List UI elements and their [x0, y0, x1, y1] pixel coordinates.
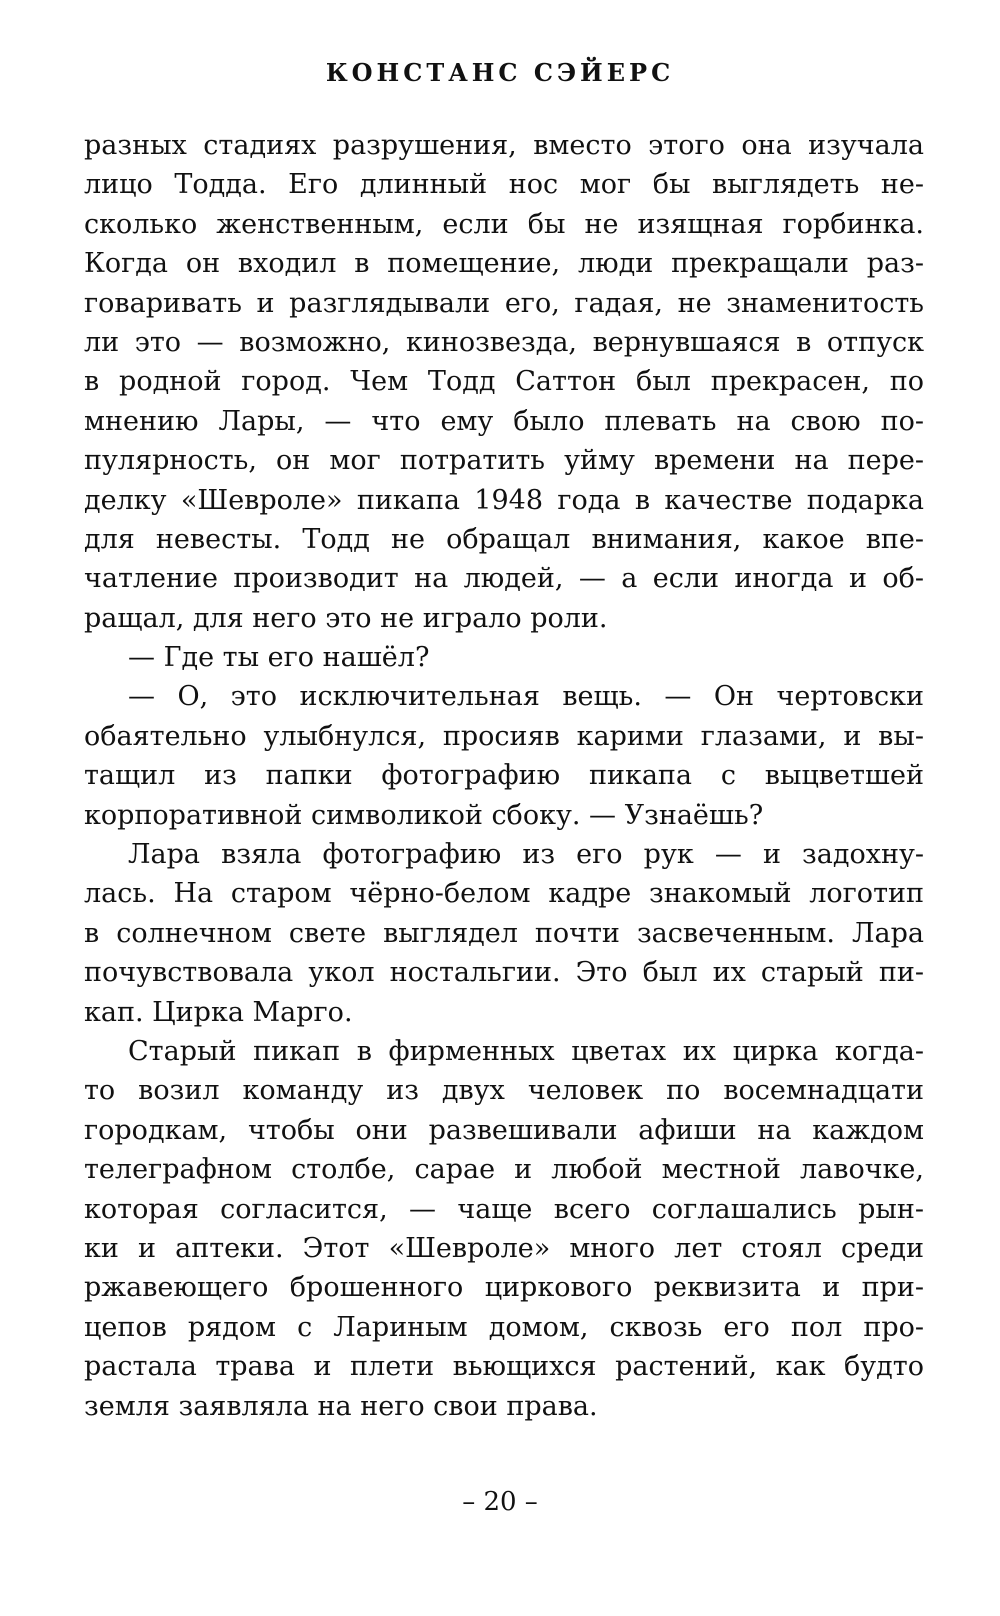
text-line: обаятельно улыбнулся, просияв карими глазами, и вы-: [84, 720, 924, 752]
text-line: сколько женственным, если бы не изящная горбинка.: [84, 208, 924, 240]
text-line: корпоративной символикой сбоку. — Узнаёшь?: [84, 799, 764, 831]
text-line: то возил команду из двух человек по восемнадцати: [84, 1075, 924, 1107]
text-line: ржавеющего брошенного циркового реквизита и при-: [84, 1272, 924, 1304]
text-line: для невесты. Тодд не обращал внимания, какое впе-: [84, 523, 924, 555]
text-line: Старый пикап в фирменных цветах их цирка когда-: [128, 1035, 924, 1067]
text-line: делку «Шевроле» пикапа 1948 года в качестве подарка: [84, 484, 924, 516]
running-header: КОНСТАНС СЭЙЕРС: [325, 58, 675, 87]
text-line: земля заявляла на него свои права.: [84, 1390, 598, 1422]
text-line: которая согласится, — чаще всего соглашались рын-: [84, 1193, 924, 1225]
text-line: пулярность, он мог потратить уйму времени на пере-: [84, 445, 924, 477]
dialogue-line: — Где ты его нашёл?: [128, 642, 430, 674]
text-line: мнению Лары, — что ему было плевать на свою по-: [84, 405, 924, 437]
text-line: ли это — возможно, кинозвезда, вернувшаяся в отпуск: [84, 326, 924, 358]
text-line: лицо Тодда. Его длинный нос мог бы выглядеть не-: [84, 169, 924, 201]
text-line: Лара взяла фотографию из его рук — и задохну-: [128, 839, 924, 871]
text-line: растала трава и плети вьющихся растений, как будто: [84, 1351, 924, 1383]
text-line: почувствовала укол ностальгии. Это был их старый пи-: [84, 957, 924, 989]
text-line: чатление производит на людей, — а если иногда и об-: [84, 563, 924, 595]
text-line: ращал, для него это не играло роли.: [84, 602, 608, 634]
text-line: разных стадиях разрушения, вместо этого она изучала: [84, 130, 924, 161]
text-line: в солнечном свете выглядел почти засвеченным. Лара: [84, 917, 924, 949]
text-line: ки и аптеки. Этот «Шевроле» много лет стоял среди: [84, 1232, 924, 1264]
text-line: тащил из папки фотографию пикапа с выцветшей: [84, 760, 924, 792]
text-line: Когда он входил в помещение, люди прекращали раз-: [84, 248, 924, 280]
page-number: – 20 –: [462, 1487, 538, 1517]
text-line: в родной город. Чем Тодд Саттон был прекрасен, по: [84, 366, 924, 398]
text-line: городкам, чтобы они развешивали афиши на каждом: [84, 1114, 924, 1146]
text-line: цепов рядом с Лариным домом, сквозь его пол про-: [84, 1311, 924, 1343]
dialogue-line: — О, это исключительная вещь. — Он чертовски: [128, 681, 924, 713]
text-line: говаривать и разглядывали его, гадая, не знаменитость: [84, 287, 924, 319]
body-text: [84, 126, 924, 1426]
text-line: лась. На старом чёрно-белом кадре знакомый логотип: [84, 878, 924, 910]
text-line: телеграфном столбе, сарае и любой местной лавочке,: [84, 1154, 924, 1186]
text-line: кап. Цирка Марго.: [84, 996, 353, 1028]
